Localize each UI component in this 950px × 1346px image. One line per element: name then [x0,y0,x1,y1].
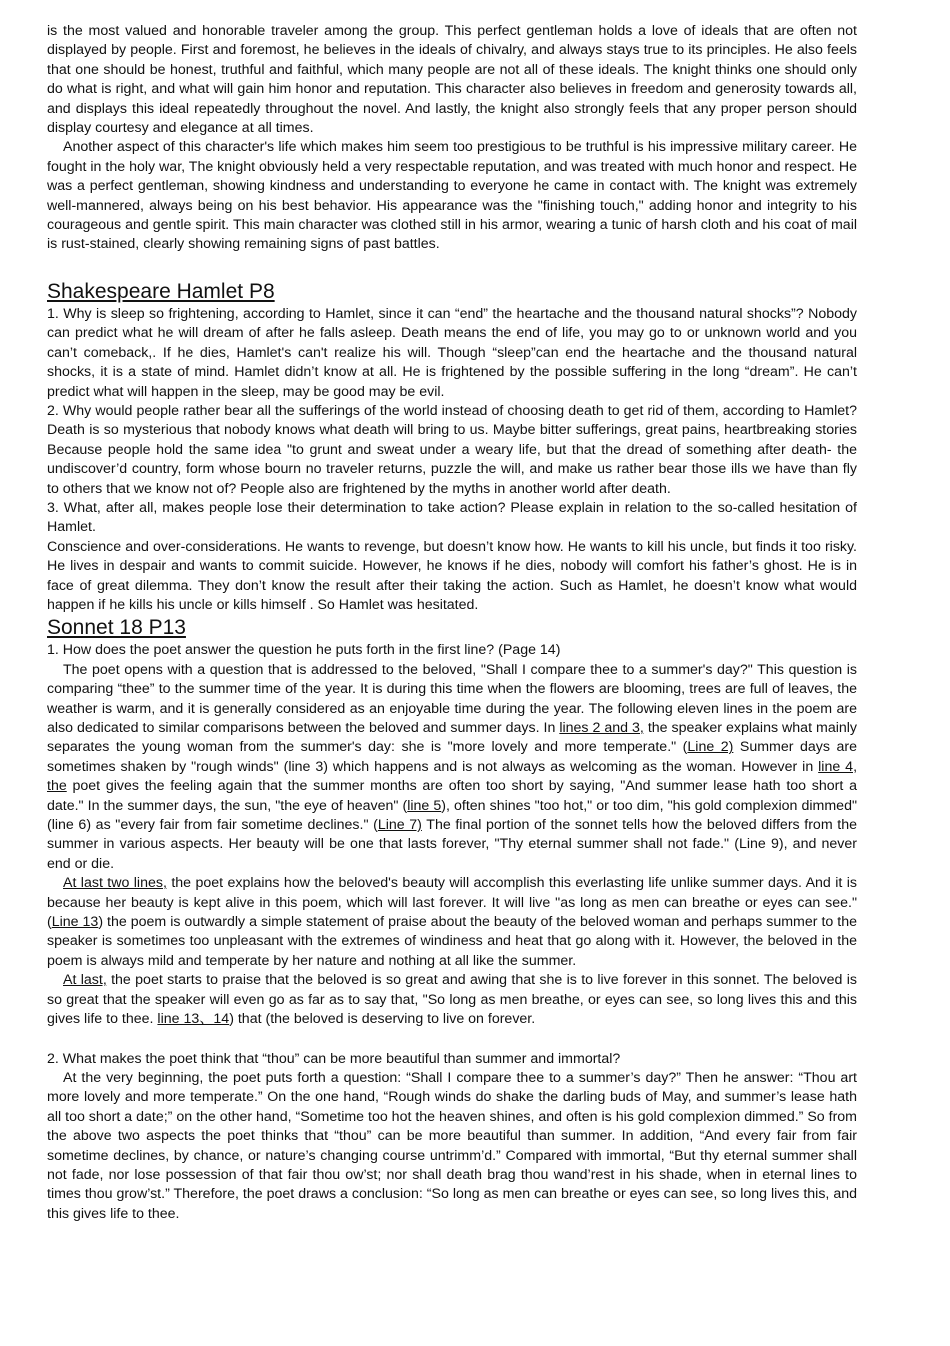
sonnet-question-2: 2. What makes the poet think that “thou” can be more beautiful than summer and immortal? [47,1050,621,1067]
line-reference: At last two lines, [63,875,167,892]
sonnet-question-1: 1. How does the poet answer the question he puts forth in the first line? (Page 14) [47,642,561,659]
intro-paragraph-1: is the most valued and honorable traveler among the group. This perfect gentleman holds a love of ideals that are often not displayed by people. First and foremost, he believes in the ideals of chivalry, and always stays true to its principles. He also feels that one should be honest, truthful and faithful, which many people are not all of these ideals. The knight thinks one should only do what is right, and what will gain him honor and reputation. This character also believes in freedom and generosity towards all, and displays this ideal repeatedly throughout the novel. And lastly, the knight also strongly feels that any proper person should display courtesy and elegance at all times. [47,23,857,137]
sonnet-answer-1-paragraph-1: The poet opens with a question that is addressed to the beloved, "Shall I compare thee to a summer's day?" This question is comparing “thee” to the summer time of the year. It is during this time when the flowers are blooming, trees are full of leaves, the weather is warm, and it is generally considered as an enjoyable time during the year. The following eleven lines in the poem are also dedicated to similar comparisons between the beloved and summer days. In lines 2 and 3, the speaker explains what mainly separates the young woman from the summer's day: she is "more lovely and more temperate." (Line 2) Summer days are sometimes shaken by "rough winds" (line 3) which happens and is not always as welcoming as the woman. However in line 4, the poet gives the feeling again that the summer months are often too short by saying, "And summer lease hath too short a date." In the summer days, the sun, "the eye of heaven" (line 5), often shines "too hot," or too dim, "his gold complexion dimmed" (line 6) as "every fair from fair sometime declines." (Line 7) The final portion of the sonnet tells how the beloved differs from the summer in various aspects. Her beauty will be one that lasts forever, "Thy eternal summer shall not fade." (Line 9), and never end or die. [47,661,858,872]
line-reference: At last, [63,972,107,989]
hamlet-question-1: 1. Why is sleep so frightening, according to Hamlet, since it can “end” the heartache and the thousand natural shocks”? Nobody can predict what he will dream of after he falls asleep. Death means the end of life, you may go to or unknown world and you can’t comeback,. If he dies, Hamlet's can't realize his will. Though “sleep”can end the heartache and the thousand natural shocks, it is a state of mind. Hamlet didn’t know at all. He is frightened by the possible suffering in the long “dream”. He can’t predict what will happen in the sleep, may be good may be evil. [47,305,857,400]
sonnet-answer-1-paragraph-3: At last, the poet starts to praise that the beloved is so great and awing that she is to live forever in this sonnet. The beloved is so great that the speaker will even go as far as to say that, "So long as men breathe, or eyes can see, so long lives this and this gives life to thee. line 13、14) that (the beloved is deserving to live on forever. [47,972,857,1028]
line-reference: lines 2 and 3, [559,720,644,736]
hamlet-question-2: 2. Why would people rather bear all the sufferings of the world instead of choosing death to get rid of them, according to Hamlet? Death is so mysterious that nobody knows what death will bring to us. Maybe bitter sufferings, great pains, heartbreaking stories Because people hold the same idea "to grunt and sweat under a weary life, but that the dread of something after death- the undiscover’d country, form whose bourn no traveler returns, puzzle the will, and make us rather bear those ills we have than fly to others that we know not of? People also are frightened by the myths in another world after death. [47,402,857,497]
section-spacer [47,1030,857,1050]
line-reference: line 4, the [47,758,858,795]
sonnet-answer-2: At the very beginning, the poet puts forth a question: “Shall I compare thee to a summer’s day?” Then he answer: “Thou art more lovely and more temperate.” On the one hand, “Rough winds do shake the darling buds of May, and summer’s lease hath all too short a date;” on the other hand, “Sometime too hot the heaven shines, and often is his gold complexion dimmed.” So from the above two aspects the poet thinks that “thou” can be more beautiful than summer. In addition, “And every fair from fair sometime declines, by chance, or nature’s changing course untrimm’d.” Compared with immortal, “But thy eternal summer shall not fade, nor lose possession of that fair thou ow’st; nor shall death brag thou wand’rest in his shade, when in eternal lines to times thou grow’st.” Therefore, the poet draws a conclusion: “So long as men can breathe or eyes can see, so long lives this, and this gives life to thee. [47,1069,857,1222]
hamlet-question-3: 3. What, after all, makes people lose their determination to take action? Please explain in relation to the so-called hesitation of Hamlet. [47,499,857,536]
intro-paragraph-2: Another aspect of this character's life which makes him seem too prestigious to be truthful is his impressive military career. He fought in the holy war, The knight obviously held a very respectable reputation, and was treated with much honor and respect. He was a perfect gentleman, showing kindness and understanding to everyone he came in contact with. The knight was extremely well-mannered, always being on his best behavior. His appearance was the "finishing touch," adding honor and integrity to his courageous and gentle spirit. This main character was clothed still in his armor, wearing a tunic of harsh cloth and his coat of mail is rust-stained, clearly showing remaining signs of past battles. [47,139,857,253]
section-spacer [47,255,857,279]
document-page [47,22,857,1224]
hamlet-answer-3: Conscience and over-considerations. He wants to revenge, but doesn’t know how. He wants to kill his uncle, but finds it too risky. He lives in despair and wants to commit suicide. However, he knows if he dies, nobody will comfort his father’s ghost. He is in face of great dilemma. They don’t know the result after their taking the action. Such as Hamlet, he doesn’t know what would happen if he kills his uncle or kills himself . So Hamlet was hesitated. [47,538,857,613]
line-reference: Line 7) [377,817,422,834]
sonnet-answer-1-paragraph-2: At last two lines, the poet explains how the beloved's beauty will accomplish this everlasting life unlike summer days. And it is because her beauty is kept alive in this poem, which will last forever. It will live "as long as men can breathe or eyes can see." (Line 13) the poem is outwardly a simple statement of praise about the beauty of the beloved woman and perhaps summer to the speaker is sometimes too unpleasant with the extremes of windiness and heat that go along with it. However, the beloved in the poem is always mild and temperate by her nature and nothing at all like the summer. [47,875,857,969]
line-reference: line 5 [407,797,442,814]
sonnet-heading: Sonnet 18 P13 [47,616,186,640]
line-reference: Line 13 [51,914,99,931]
hamlet-heading: Shakespeare Hamlet P8 [47,279,275,303]
line-reference: Line 2) [687,739,734,756]
line-reference: line 13、14 [157,1011,230,1028]
